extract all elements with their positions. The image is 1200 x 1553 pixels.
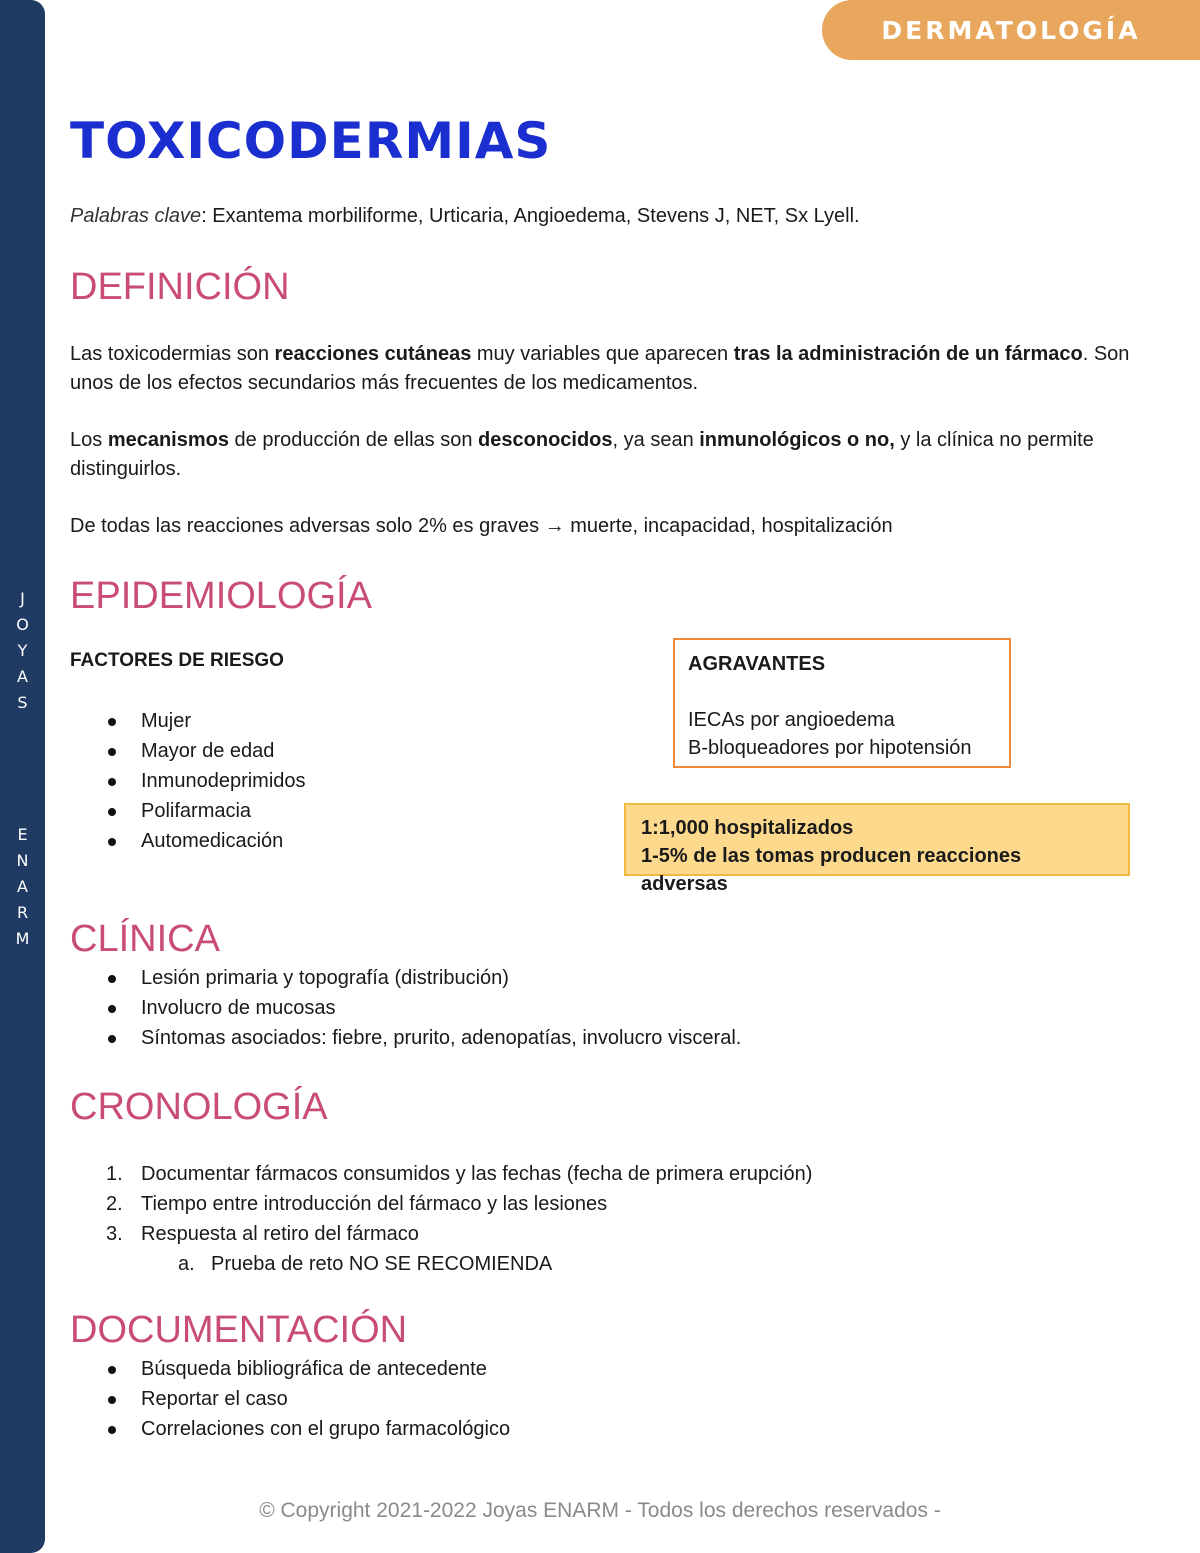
sidebar-letter: E — [17, 825, 28, 844]
list-letter: a. — [178, 1253, 195, 1275]
agravantes-item: B-bloqueadores por hipotensión — [688, 737, 972, 759]
sidebar-letter: Y — [17, 641, 28, 660]
agravantes-box — [673, 638, 1011, 768]
text-run: . Son unos de los efectos secundarios más frecuentes de los medicamentos. — [70, 343, 1130, 394]
heading-cronologia: CRONOLOGÍA — [70, 1086, 328, 1128]
cronologia-list — [70, 1159, 812, 1279]
sidebar-letter: O — [16, 615, 29, 634]
sidebar-letter: S — [17, 693, 28, 712]
list-item-text: Documentar fármacos consumidos y las fechas (fecha de primera erupción) — [141, 1163, 813, 1185]
text-run: inmunológicos o no, — [699, 429, 895, 451]
keywords-label: Palabras clave — [70, 205, 202, 227]
text-run: de producción de ellas son — [228, 429, 479, 451]
list-item: Inmunodeprimidos — [70, 766, 306, 796]
list-item — [70, 1159, 812, 1189]
agravantes-heading: AGRAVANTES — [688, 653, 826, 675]
text-run: Las toxicodermias son — [70, 343, 275, 365]
stat-line: 1-5% de las tomas producen reacciones adversas — [641, 845, 1022, 895]
text-run: y la clínica no permite distinguirlos. — [70, 429, 1094, 480]
list-item: Involucro de mucosas — [70, 993, 741, 1023]
heading-documentacion: DOCUMENTACIÓN — [70, 1309, 408, 1351]
page-title: TOXICODERMIAS — [70, 112, 552, 170]
risk-factors-list — [70, 706, 306, 856]
list-item — [70, 1189, 812, 1219]
sidebar-letter: A — [17, 667, 28, 686]
risk-factors-heading: FACTORES DE RIESGO — [70, 650, 284, 671]
list-item: Reportar el caso — [70, 1384, 510, 1414]
list-item: Lesión primaria y topografía (distribución) — [70, 963, 741, 993]
list-item: Mayor de edad — [70, 736, 306, 766]
list-item-text: Tiempo entre introducción del fármaco y las lesiones — [141, 1193, 608, 1215]
list-number: 2. — [106, 1193, 123, 1215]
list-item-text: Prueba de reto NO SE RECOMIENDA — [211, 1253, 553, 1275]
text-run: Los — [70, 429, 108, 451]
heading-clinica: CLÍNICA — [70, 918, 220, 960]
clinica-list — [70, 963, 741, 1053]
list-item-text: Respuesta al retiro del fármaco — [141, 1223, 419, 1245]
specialty-tag — [822, 0, 1200, 60]
agravantes-item: IECAs por angioedema — [688, 709, 895, 731]
list-item — [70, 1219, 812, 1249]
text-run: mecanismos — [107, 429, 229, 451]
text-run: desconocidos — [478, 429, 613, 451]
text-run: reacciones cutáneas — [274, 343, 472, 365]
keywords-line — [70, 205, 860, 228]
definicion-paragraph-2 — [70, 426, 1140, 484]
definicion-paragraph-3: De todas las reacciones adversas solo 2% es graves → muerte, incapacidad, hospitalización — [70, 515, 893, 537]
text-run: muy variables que aparecen — [471, 343, 734, 365]
list-item: Correlaciones con el grupo farmacológico — [70, 1414, 510, 1444]
copyright-footer: © Copyright 2021-2022 Joyas ENARM - Todos los derechos reservados - — [259, 1499, 941, 1522]
list-number: 3. — [106, 1223, 123, 1245]
sidebar-letter: A — [17, 877, 28, 896]
list-number: 1. — [106, 1163, 123, 1185]
sidebar-letter: M — [15, 929, 30, 948]
list-item: Búsqueda bibliográfica de antecedente — [70, 1354, 510, 1384]
hospitalized-stats-box — [624, 803, 1130, 895]
stat-line: 1:1,000 hospitalizados — [641, 817, 854, 839]
sidebar-band — [0, 0, 45, 1553]
list-item: Mujer — [70, 706, 306, 736]
specialty-tag-label: DERMATOLOGÍA — [881, 15, 1141, 45]
sidebar-letter: N — [16, 851, 29, 870]
keywords-text: : Exantema morbiliforme, Urticaria, Angioedema, Stevens J, NET, Sx Lyell. — [201, 205, 860, 227]
sidebar-word-joyas — [0, 586, 45, 716]
sub-list-item — [70, 1249, 812, 1279]
sidebar-letter: J — [20, 589, 25, 608]
list-item: Polifarmacia — [70, 796, 306, 826]
sidebar-letter: R — [16, 903, 29, 922]
text-run: , ya sean — [612, 429, 700, 451]
sidebar-word-enarm — [0, 822, 45, 952]
heading-definicion: DEFINICIÓN — [70, 266, 290, 308]
heading-epidemiologia: EPIDEMIOLOGÍA — [70, 575, 372, 617]
documentacion-list — [70, 1354, 510, 1444]
list-item: Automedicación — [70, 826, 306, 856]
list-item: Síntomas asociados: fiebre, prurito, adenopatías, involucro visceral. — [70, 1023, 741, 1053]
definicion-paragraph-1 — [70, 340, 1140, 398]
text-run: tras la administración de un fármaco — [733, 343, 1083, 365]
